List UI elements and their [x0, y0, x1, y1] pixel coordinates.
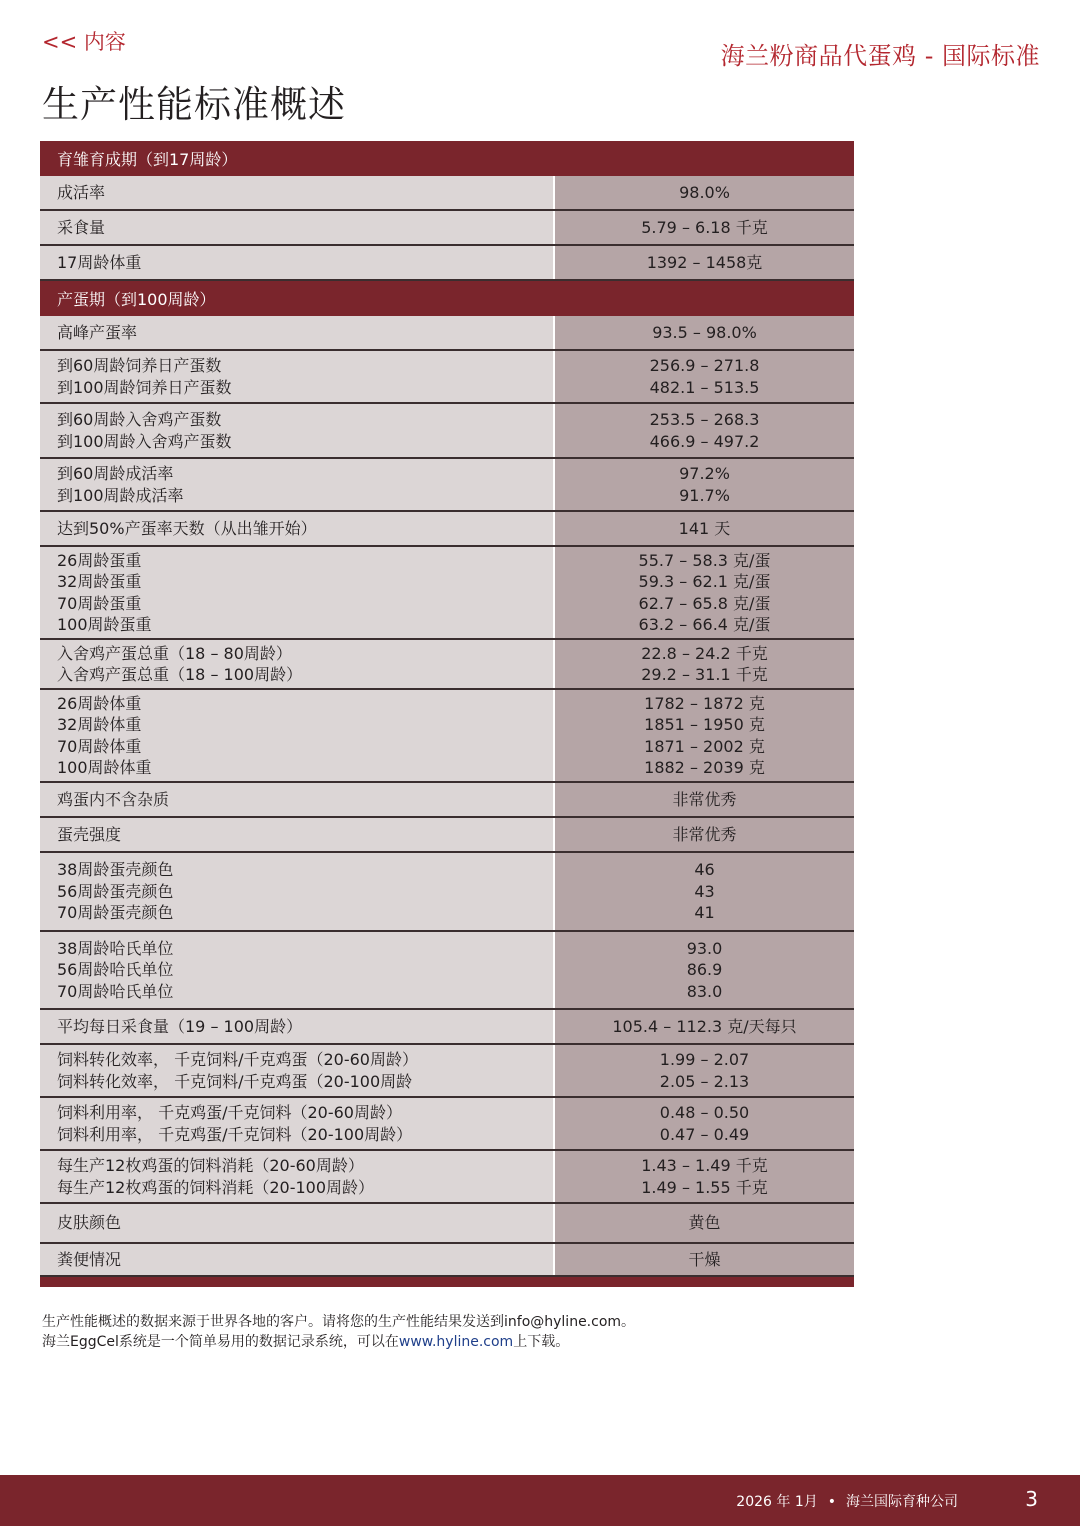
metric-value-cell [555, 690, 854, 781]
table-row [40, 783, 854, 818]
table-row [40, 1151, 854, 1204]
footer-company: 海兰国际育种公司 [846, 1494, 958, 1510]
metric-value: 2.05 – 2.13 [659, 1071, 750, 1091]
metric-value-cell [555, 1045, 854, 1096]
metric-label: 70周龄蛋壳颜色 [57, 903, 174, 923]
metric-label: 26周龄体重 [57, 693, 142, 713]
metric-value: 1392 – 1458克 [646, 252, 763, 272]
metric-value: 55.7 – 58.3 克/蛋 [638, 550, 771, 570]
metric-label: 100周龄蛋重 [57, 615, 152, 634]
metric-label: 皮肤颜色 [57, 1213, 122, 1233]
metric-value: 0.47 – 0.49 [659, 1124, 750, 1144]
metric-label-cell [40, 351, 555, 402]
metric-value-cell [555, 853, 854, 930]
metric-label-cell [40, 640, 555, 688]
table-row [40, 176, 854, 211]
table-bottom-band [40, 1277, 854, 1287]
metric-label: 到60周龄饲养日产蛋数 [57, 356, 222, 375]
metric-label-cell [40, 783, 555, 816]
metric-label-cell [40, 853, 555, 930]
metric-value: 非常优秀 [672, 789, 737, 809]
metric-value: 93.5 – 98.0% [652, 322, 757, 342]
metric-label: 入舍鸡产蛋总重（18 – 80周龄） [57, 643, 292, 663]
metric-label-cell [40, 1010, 555, 1043]
metric-label: 32周龄蛋重 [57, 572, 142, 591]
metric-label: 高峰产蛋率 [57, 322, 138, 342]
table-row [40, 459, 854, 512]
metric-value-cell [555, 1151, 854, 1202]
metric-value-cell [555, 1244, 854, 1275]
metric-value: 86.9 [686, 960, 723, 980]
footnote [42, 1312, 635, 1352]
metric-label: 17周龄体重 [57, 252, 142, 272]
table-row [40, 640, 854, 690]
metric-label: 每生产12枚鸡蛋的饲料消耗（20-100周龄） [57, 1177, 375, 1197]
page-number: 3 [1025, 1487, 1038, 1511]
metric-label: 70周龄哈氏单位 [57, 981, 174, 1001]
metric-label-cell [40, 818, 555, 851]
metric-label-cell [40, 1244, 555, 1275]
metric-value-cell [555, 176, 854, 209]
metric-value: 1782 – 1872 克 [644, 693, 765, 713]
metric-value: 5.79 – 6.18 千克 [641, 217, 768, 237]
metric-value: 46 [694, 860, 715, 880]
metric-label: 粪便情况 [57, 1249, 122, 1269]
metric-value-cell [555, 640, 854, 688]
metric-label: 32周龄体重 [57, 715, 142, 734]
metric-label: 38周龄哈氏单位 [57, 938, 174, 958]
metric-value-cell [555, 1098, 854, 1149]
metric-label-cell [40, 211, 555, 244]
metric-label-cell [40, 690, 555, 781]
metric-value: 93.0 [686, 938, 723, 958]
footer-meta [736, 1491, 958, 1511]
footnote-line-1: 生产性能概述的数据来源于世界各地的客户。请将您的生产性能结果发送到info@hyline.com。 [42, 1314, 636, 1330]
table-row [40, 316, 854, 351]
metric-label: 56周龄蛋壳颜色 [57, 881, 174, 901]
metric-value: 98.0% [679, 182, 730, 202]
metric-label: 入舍鸡产蛋总重（18 – 100周龄） [57, 665, 303, 684]
metric-label: 到60周龄入舍鸡产蛋数 [57, 410, 222, 429]
metric-label-cell [40, 547, 555, 638]
table-row [40, 404, 854, 459]
metric-value: 62.7 – 65.8 克/蛋 [638, 593, 771, 613]
table-row [40, 246, 854, 281]
metric-label-cell [40, 459, 555, 510]
metric-label-cell [40, 1204, 555, 1242]
table-row [40, 1010, 854, 1045]
section-header: 育雏育成期（到17周龄） [40, 141, 854, 176]
metric-value-cell [555, 246, 854, 279]
metric-label: 饲料转化效率， 千克饲料/千克鸡蛋（20-60周龄） [57, 1050, 418, 1069]
metric-label: 到100周龄饲养日产蛋数 [57, 377, 232, 397]
footer-separator: • [827, 1494, 836, 1510]
metric-value: 63.2 – 66.4 克/蛋 [638, 615, 771, 634]
metric-value: 22.8 – 24.2 千克 [641, 643, 768, 663]
table-row [40, 690, 854, 783]
footnote-line-2-suffix: 上下载。 [513, 1334, 570, 1350]
metric-value-cell [555, 783, 854, 816]
metric-label: 成活率 [57, 182, 106, 202]
metric-value: 482.1 – 513.5 [649, 377, 760, 397]
metric-value-cell [555, 932, 854, 1008]
metric-label: 100周龄体重 [57, 758, 152, 777]
table-row [40, 818, 854, 853]
metric-value-cell [555, 459, 854, 510]
metric-value: 83.0 [686, 981, 723, 1001]
page-title: 生产性能标准概述 [42, 83, 346, 126]
metric-value: 256.9 – 271.8 [649, 356, 760, 375]
metric-value: 0.48 – 0.50 [659, 1103, 750, 1122]
metric-label: 56周龄哈氏单位 [57, 960, 174, 980]
metric-value: 1.99 – 2.07 [659, 1050, 750, 1069]
metric-value: 1871 – 2002 克 [644, 736, 765, 756]
footnote-line-2-prefix: 海兰EggCel系统是一个简单易用的数据记录系统，可以在 [42, 1334, 399, 1350]
table-row [40, 512, 854, 547]
metric-label-cell [40, 176, 555, 209]
metric-label: 平均每日采食量（19 – 100周龄） [57, 1016, 303, 1036]
metric-value-cell [555, 1010, 854, 1043]
metric-label-cell [40, 1151, 555, 1202]
table-row [40, 211, 854, 246]
metric-label: 26周龄蛋重 [57, 550, 142, 570]
metric-label: 到100周龄入舍鸡产蛋数 [57, 431, 232, 451]
table-row [40, 1098, 854, 1151]
metric-value: 非常优秀 [672, 824, 737, 844]
metric-value: 141 天 [678, 518, 731, 538]
back-to-contents-link[interactable]: << 内容 [42, 30, 126, 54]
metric-value: 1.43 – 1.49 千克 [641, 1156, 768, 1175]
metric-value: 1.49 – 1.55 千克 [641, 1177, 768, 1197]
metric-value: 29.2 – 31.1 千克 [641, 665, 768, 684]
table-row [40, 351, 854, 404]
metric-label-cell [40, 932, 555, 1008]
metric-label: 到100周龄成活率 [57, 485, 184, 505]
metric-label: 70周龄蛋重 [57, 593, 142, 613]
metric-label: 70周龄体重 [57, 736, 142, 756]
metric-value: 105.4 – 112.3 克/天每只 [612, 1016, 797, 1036]
table-row [40, 1045, 854, 1098]
metric-value: 59.3 – 62.1 克/蛋 [638, 572, 771, 591]
metric-value-cell [555, 404, 854, 457]
table-row [40, 853, 854, 932]
metric-value: 466.9 – 497.2 [649, 431, 760, 451]
metric-value-cell [555, 547, 854, 638]
metric-value: 1882 – 2039 克 [644, 758, 765, 777]
metric-value: 91.7% [679, 485, 730, 505]
table-row [40, 547, 854, 640]
metric-value: 97.2% [679, 464, 730, 483]
metric-label-cell [40, 512, 555, 545]
metric-label: 采食量 [57, 217, 106, 237]
metric-label: 每生产12枚鸡蛋的饲料消耗（20-60周龄） [57, 1156, 364, 1175]
footnote-line-2 [42, 1332, 635, 1352]
metric-label: 鸡蛋内不含杂质 [57, 789, 170, 809]
metric-value-cell [555, 818, 854, 851]
metric-value: 253.5 – 268.3 [649, 410, 760, 429]
metric-label-cell [40, 1098, 555, 1149]
metric-value: 41 [694, 903, 715, 923]
metric-label: 到60周龄成活率 [57, 464, 174, 483]
metric-value: 黄色 [688, 1213, 721, 1233]
metric-value-cell [555, 512, 854, 545]
table-row [40, 1244, 854, 1277]
document-title: 海兰粉商品代蛋鸡 - 国际标准 [720, 42, 1040, 70]
metric-label: 38周龄蛋壳颜色 [57, 860, 174, 880]
metric-value: 1851 – 1950 克 [644, 715, 765, 734]
table-row [40, 1204, 854, 1244]
metric-value-cell [555, 211, 854, 244]
metric-value-cell [555, 1204, 854, 1242]
metric-label: 蛋壳强度 [57, 824, 122, 844]
metric-label-cell [40, 404, 555, 457]
page-footer [0, 1475, 1080, 1526]
metric-label: 饲料利用率， 千克鸡蛋/千克饲料（20-60周龄） [57, 1103, 402, 1122]
website-link[interactable]: www.hyline.com [398, 1334, 514, 1350]
metric-label-cell [40, 316, 555, 349]
section-header: 产蛋期（到100周龄） [40, 281, 854, 316]
metric-value: 43 [694, 881, 715, 901]
table-row [40, 932, 854, 1010]
metric-value: 干燥 [688, 1249, 721, 1269]
performance-standards-table [40, 141, 854, 1287]
metric-label-cell [40, 246, 555, 279]
metric-label: 饲料利用率， 千克鸡蛋/千克饲料（20-100周龄） [57, 1124, 413, 1144]
metric-value-cell [555, 316, 854, 349]
metric-label: 饲料转化效率， 千克饲料/千克鸡蛋（20-100周龄 [57, 1071, 413, 1091]
metric-label: 达到50%产蛋率天数（从出雏开始） [57, 518, 317, 538]
metric-label-cell [40, 1045, 555, 1096]
footer-date: 2026 年 1月 [736, 1494, 818, 1510]
metric-value-cell [555, 351, 854, 402]
